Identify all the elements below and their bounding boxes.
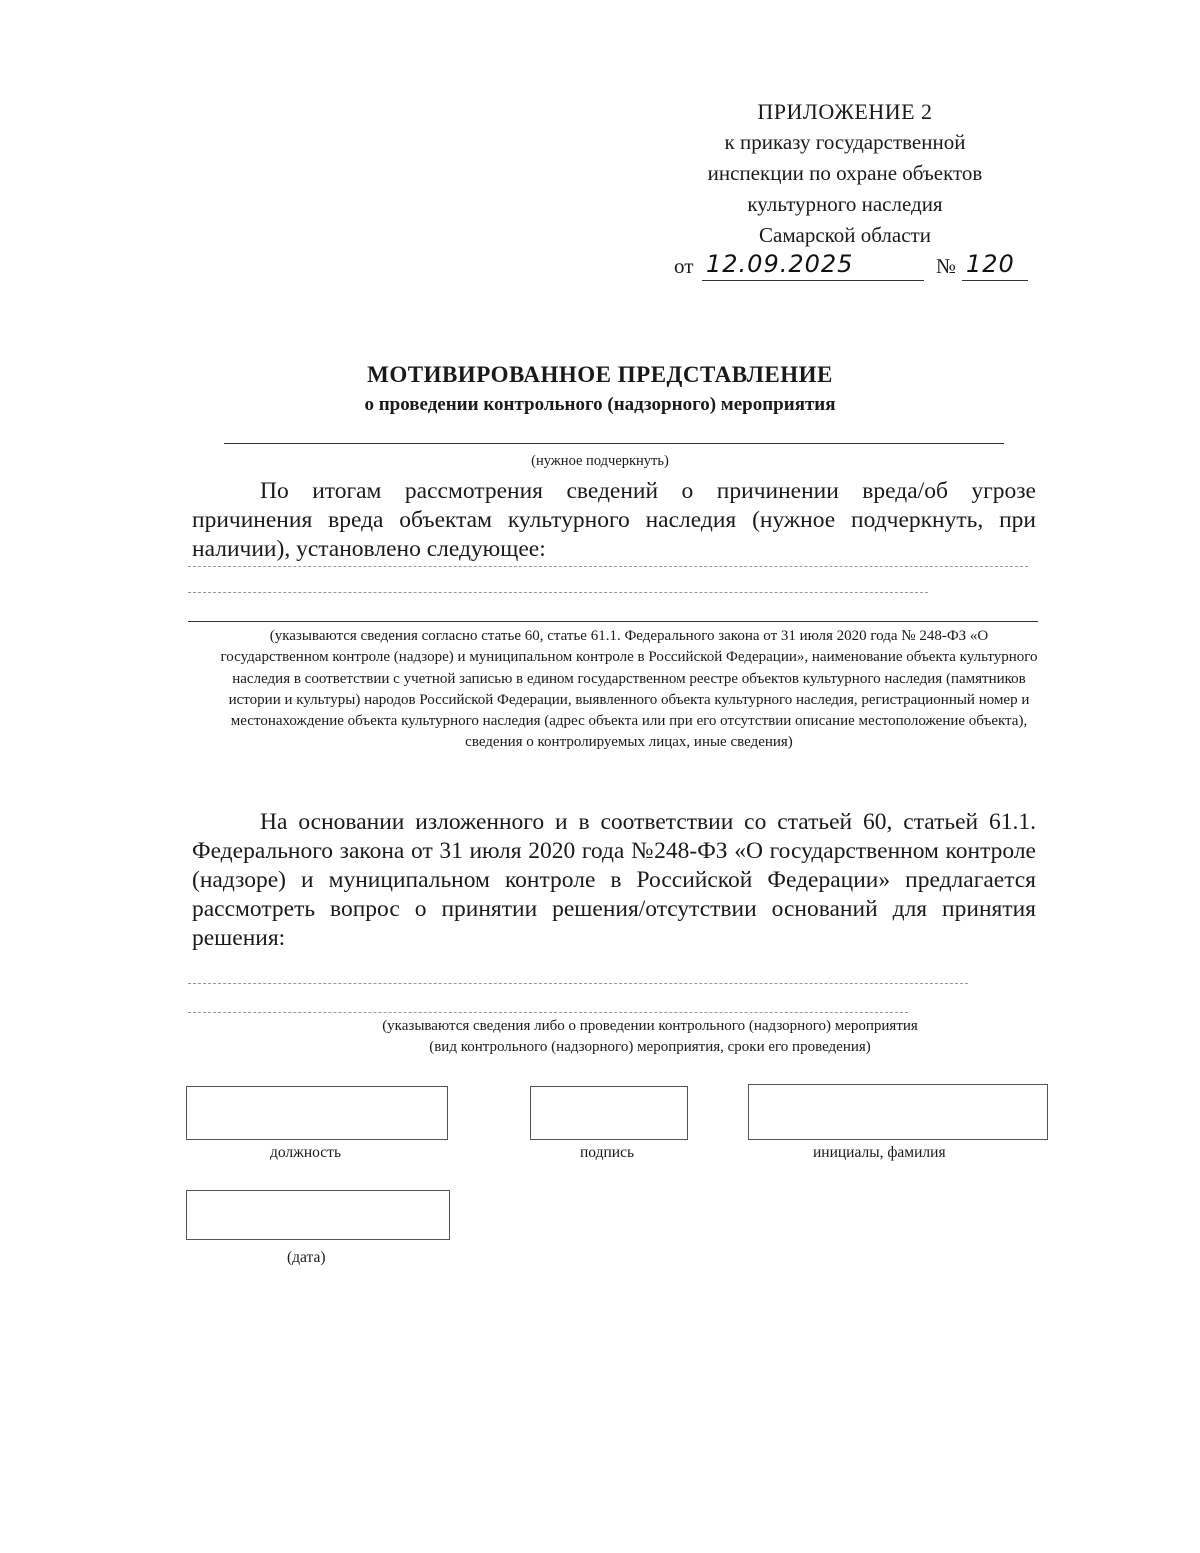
date-field[interactable] [186, 1190, 450, 1240]
fill-line-3 [188, 621, 1038, 622]
proposal-text: На основании изложенного и в соответствии со статьей 60, статьей 61.1. Федерального закона от 31 июля 2020 года №248-ФЗ «О государственном контроле (надзоре) и муниципальном контроле в Российской Федерации» предлагается рассмотреть вопрос о принятии решения/отсутствии оснований для принятия решения: [192, 809, 1036, 951]
appendix-block [660, 96, 1030, 251]
date-label: (дата) [287, 1249, 326, 1266]
proposal-note-line-1: (указываются сведения либо о проведении контрольного (надзорного) мероприятия [382, 1018, 918, 1034]
position-label: должность [270, 1144, 342, 1161]
document-subtitle: о проведении контрольного (надзорного) мероприятия [364, 394, 836, 415]
document-title: МОТИВИРОВАННОЕ ПРЕДСТАВЛЕНИЕ [367, 362, 833, 387]
fill-line-5 [188, 1012, 908, 1013]
proposal-note [300, 1016, 1000, 1058]
fill-line-4 [188, 983, 968, 984]
date-prefix: от [674, 254, 694, 278]
name-label: инициалы, фамилия [813, 1144, 946, 1161]
proposal-paragraph [192, 808, 1036, 953]
name-field[interactable] [748, 1084, 1048, 1140]
underline-hint: (нужное подчеркнуть) [531, 453, 669, 469]
handwritten-date: 12.09.2025 [706, 250, 854, 278]
appendix-line-4: культурного наследия [747, 192, 943, 216]
proposal-note-line-2: (вид контрольного (надзорного) мероприятия, сроки его проведения) [429, 1039, 871, 1055]
fill-line-2 [188, 592, 928, 593]
appendix-title: ПРИЛОЖЕНИЕ 2 [757, 99, 933, 124]
number-prefix: № [936, 254, 957, 278]
appendix-line-5: Самарской области [759, 223, 931, 247]
title-underline [224, 443, 1004, 444]
findings-note: (указываются сведения согласно статье 60, статье 61.1. Федерального закона от 31 июля 2020 года № 248-ФЗ «О государственном контроле (надзоре) и муниципальном контроле в Российской Федерации», наименование объекта культурного наследия в соответствии с учетной записью в едином государственном реестре объектов культурного наследия (памятников истории и культуры) народов Российской Федерации, выявленного объекта культурного наследия, регистрационный номер и местонахождение объекта культурного наследия (адрес объекта или при его отсутствии описание местоположение объекта), сведения о контролируемых лицах, иные сведения) [220, 628, 1038, 751]
signature-label: подпись [580, 1144, 635, 1161]
appendix-line-3: инспекции по охране объектов [707, 161, 983, 185]
signature-field[interactable] [530, 1086, 688, 1140]
findings-paragraph [192, 477, 1036, 564]
number-underline [962, 280, 1028, 281]
position-field[interactable] [186, 1086, 448, 1140]
appendix-line-2: к приказу государственной [724, 130, 966, 154]
fill-line-1 [188, 566, 1028, 567]
findings-text: По итогам рассмотрения сведений о причинении вреда/об угрозе причинения вреда объектам культурного наследия (нужное подчеркнуть, при наличии), установлено следующее: [192, 478, 1036, 562]
handwritten-number: 120 [966, 250, 1015, 278]
date-underline [702, 280, 924, 281]
